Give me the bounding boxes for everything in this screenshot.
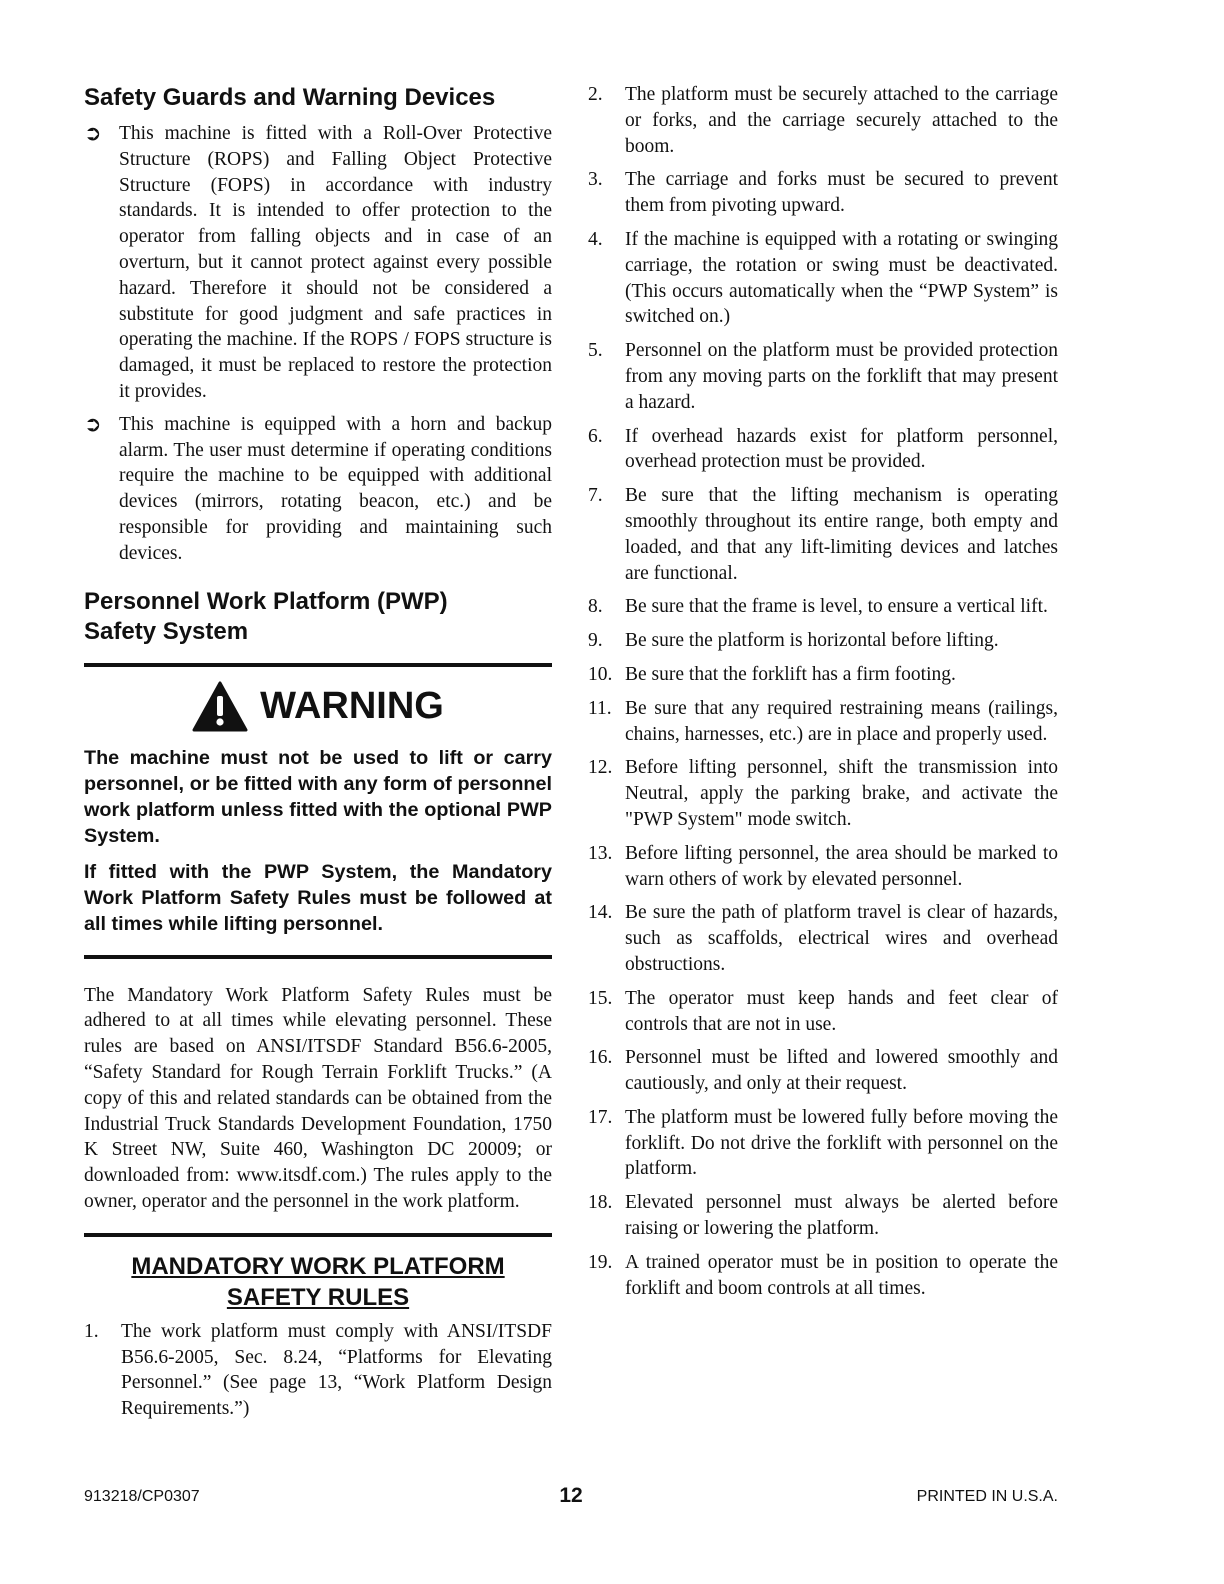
rule-text: If the machine is equipped with a rotating or swinging carriage, the rotation or swing must be deactivated. (This occurs automatically when the “PWP System” is switched on.) (625, 228, 1058, 328)
rule-item (84, 1319, 552, 1422)
rule-item (588, 1045, 1058, 1097)
rule-text: Before lifting personnel, shift the transmission into Neutral, apply the parking brake, and activate the "PWP System" mode switch. (625, 757, 1058, 830)
rule-item (588, 594, 1058, 620)
rule-text: Be sure that the forklift has a firm footing. (625, 663, 956, 685)
bullet-item (84, 412, 552, 567)
rule-item (588, 1190, 1058, 1242)
rule-number: 4. (588, 228, 603, 250)
rule-text: Elevated personnel must always be alerted before raising or lowering the platform. (625, 1192, 1058, 1240)
rule-number: 13. (588, 842, 613, 864)
rule-item (588, 424, 1058, 476)
bullet-item (84, 121, 552, 405)
arrow-bullet-icon: ➲ (84, 121, 102, 145)
rule-text: The operator must keep hands and feet clear of controls that are not in use. (625, 987, 1058, 1035)
rule-item (588, 227, 1058, 330)
rule-item (588, 1250, 1058, 1302)
printed-in-label: PRINTED IN U.S.A. (916, 1488, 1058, 1505)
rule-item (588, 483, 1058, 586)
rule-number: 14. (588, 902, 613, 924)
rule-text: The work platform must comply with ANSI/ITSDF B56.6-2005, Sec. 8.24, “Platforms for Elevating Personnel.” (See page 13, “Work Platform Design Requirements.”) (121, 1320, 552, 1420)
rule-number: 15. (588, 987, 613, 1009)
rule-item (588, 696, 1058, 748)
rule-text: The carriage and forks must be secured to prevent them from pivoting upward. (625, 169, 1058, 217)
rule-text: Be sure that any required restraining means (railings, chains, harnesses, etc.) are in place and properly used. (625, 697, 1058, 745)
rule-text: The platform must be securely attached to the carriage or forks, and the carriage securely attached to the boom. (625, 84, 1058, 157)
rules-title (84, 1251, 552, 1313)
warning-text: If fitted with the PWP System, the Mandatory Work Platform Safety Rules must be followed at all times while lifting personnel. (84, 860, 552, 935)
arrow-bullet-icon: ➲ (84, 411, 102, 436)
rule-number: 16. (588, 1047, 613, 1069)
page-number: 12 (559, 1484, 583, 1507)
rule-item (588, 662, 1058, 688)
rule-item (588, 167, 1058, 219)
rule-number: 11. (588, 697, 612, 719)
rule-text: The platform must be lowered fully before moving the forklift. Do not drive the forklift with personnel on the platform. (625, 1106, 1058, 1180)
warning-header (84, 675, 552, 739)
rule-number: 12. (588, 757, 613, 779)
divider (84, 663, 552, 667)
rule-number: 3. (588, 169, 603, 191)
rule-text: Personnel on the platform must be provided protection from any moving parts on the forklift that may present a hazard. (625, 340, 1058, 413)
rule-text: Be sure that the lifting mechanism is operating smoothly throughout its entire range, both empty and loaded, and that any lift-limiting devices and latches are functional. (625, 485, 1058, 584)
rule-number: 2. (588, 84, 603, 105)
rule-number: 8. (588, 596, 603, 618)
warning-label: WARNING (260, 684, 444, 727)
divider (84, 1233, 552, 1237)
left-column (84, 78, 552, 1422)
rules-title-line2: SAFETY RULES (226, 1283, 410, 1311)
rule-number: 5. (588, 340, 603, 362)
rule-item (588, 1105, 1058, 1182)
bullet-text: This machine is fitted with a Roll-Over Protective Structure (ROPS) and Falling Object Protective Structure (FOPS) in accordance with industry standards. It is intended to offer protection to the operator from falling objects and in case of an overturn, but it cannot protect against every possible hazard. Therefore it should not be considered a substitute for good judgment and safe practices in operating the machine. If the ROPS / FOPS structure is damaged, it must be replaced to restore the protection it provides. (119, 123, 552, 402)
rule-item (588, 82, 1058, 159)
warning-triangle-icon (192, 681, 248, 733)
rule-item (588, 900, 1058, 977)
section-title-pwp-line1: Personnel Work Platform (PWP) (84, 587, 448, 615)
right-column (588, 78, 1058, 1301)
rule-number: 10. (588, 663, 613, 685)
rule-item (588, 338, 1058, 415)
rule-number: 19. (588, 1251, 613, 1273)
rule-item (588, 986, 1058, 1038)
bullet-text: This machine is equipped with a horn and backup alarm. The user must determine if operating conditions require the machine to be equipped with additional devices (mirrors, rotating beacon, etc.) and be responsible for providing and maintaining such devices. (119, 413, 552, 564)
rule-number: 18. (588, 1192, 613, 1214)
rule-number: 7. (588, 485, 603, 507)
section-title-pwp (84, 587, 552, 647)
rule-item (588, 628, 1058, 654)
rule-text: Personnel must be lifted and lowered smoothly and cautiously, and only at their request. (625, 1047, 1058, 1095)
rule-text: Be sure that the frame is level, to ensure a vertical lift. (625, 596, 1048, 618)
rule-item (588, 841, 1058, 893)
document-code: 913218/CP0307 (84, 1488, 200, 1505)
rule-text: Be sure the platform is horizontal before lifting. (625, 630, 999, 652)
rule-text: Be sure the path of platform travel is clear of hazards, such as scaffolds, electrical wires and overhead obstructions. (625, 902, 1058, 975)
rule-number: 1. (84, 1320, 99, 1342)
section-title-pwp-line2: Safety System (84, 617, 249, 645)
section-title-safety-guards: Safety Guards and Warning Devices (84, 84, 496, 111)
rule-text: A trained operator must be in position to operate the forklift and boom controls at all times. (625, 1251, 1058, 1299)
page-footer (84, 1484, 1058, 1510)
rule-item (588, 755, 1058, 832)
rule-number: 9. (588, 630, 603, 652)
rule-text: Before lifting personnel, the area should be marked to warn others of work by elevated personnel. (625, 842, 1058, 890)
rule-number: 17. (588, 1106, 613, 1128)
rule-number: 6. (588, 425, 603, 447)
intro-paragraph: The Mandatory Work Platform Safety Rules must be adhered to at all times while elevating personnel. These rules are based on ANSI/ITSDF Standard B56.6-2005, “Safety Standard for Rough Terrain Forklift Trucks.” (A copy of this and related standards can be obtained from the Industrial Truck Standards Development Foundation, 1750 K Street NW, Suite 460, Washington DC 20009; or downloaded from: www.itsdf.com.) The rules apply to the owner, operator and the personnel in the work platform. (84, 984, 552, 1212)
divider (84, 955, 552, 959)
warning-text: The machine must not be used to lift or carry personnel, or be fitted with any form of personnel work platform unless fitted with the optional PWP System. (84, 746, 552, 847)
rule-text: If overhead hazards exist for platform personnel, overhead protection must be provided. (625, 425, 1058, 473)
rules-title-line1: MANDATORY WORK PLATFORM (131, 1252, 505, 1280)
